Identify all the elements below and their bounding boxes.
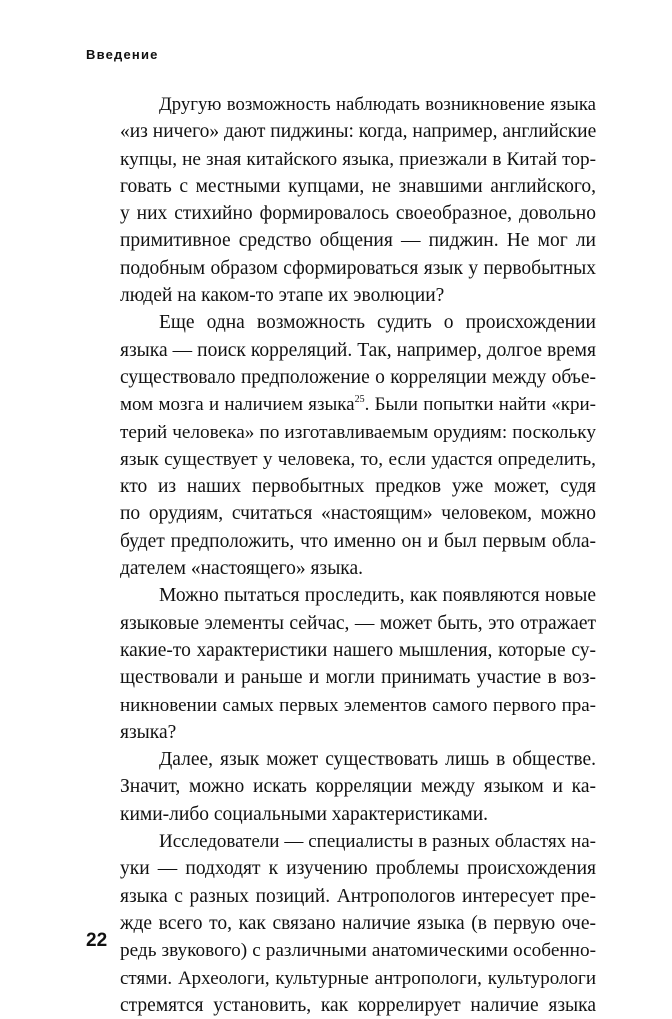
line-text: уки — подходят к изучению проблемы происхождения xyxy=(120,858,596,880)
line-text: дателем «настоящего» языка. xyxy=(120,558,363,580)
text-line xyxy=(120,719,596,746)
line-text: жде всего то, как связано наличие языка (в первую оче- xyxy=(120,912,596,934)
text-line xyxy=(120,364,596,391)
line-text: языка? xyxy=(120,721,177,743)
line-text: существовало предположение о корреляции между объе- xyxy=(120,366,596,388)
line-text: языка с разных позиций. Антропологов интересует пре- xyxy=(120,885,596,907)
text-line xyxy=(120,282,596,309)
line-text: стями. Археологи, культурные антропологи, культурологи xyxy=(120,967,596,989)
body-text xyxy=(120,91,596,1019)
line-text: говать с местными купцами, не знавшими английского, xyxy=(120,175,596,197)
text-line xyxy=(120,828,596,855)
line-text: Еще одна возможность судить о происхождении xyxy=(159,312,596,334)
text-line xyxy=(120,173,596,200)
line-text: кими-либо социальными характеристиками. xyxy=(120,803,489,825)
text-line xyxy=(120,528,596,555)
line-text: ществовали и раньше и могли принимать участие в воз- xyxy=(120,667,596,689)
text-line xyxy=(120,146,596,173)
text-line xyxy=(120,337,596,364)
text-line xyxy=(120,692,596,719)
line-text: будет предположить, что именно он и был первым обла- xyxy=(120,530,596,552)
text-line xyxy=(120,773,596,800)
line-text: «из ничего» дают пиджины: когда, например, английские xyxy=(120,121,597,143)
text-line xyxy=(120,227,596,254)
text-line xyxy=(120,937,596,964)
line-text: людей на каком-то этапе их эволюции? xyxy=(120,285,445,307)
text-line xyxy=(120,746,596,773)
running-header: Введение xyxy=(86,47,159,62)
text-line xyxy=(120,855,596,882)
text-line xyxy=(120,637,596,664)
line-text: Другую возможность наблюдать возникновение языка xyxy=(159,94,596,115)
line-text: никновении самых первых элементов самого первого пра- xyxy=(120,694,596,716)
text-line xyxy=(120,992,596,1019)
line-text: Значит, можно искать корреляции между языком и ка- xyxy=(120,776,596,798)
line-text: Можно пытаться проследить, как появляются новые xyxy=(159,585,596,607)
text-line xyxy=(120,391,596,418)
text-line xyxy=(120,309,596,336)
text-line xyxy=(120,664,596,691)
text-line xyxy=(120,118,596,145)
line-text: по орудиям, считаться «настоящим» человеком, можно xyxy=(120,503,596,525)
text-line xyxy=(120,582,596,609)
text-line xyxy=(120,965,596,992)
line-text: стремятся установить, как коррелирует наличие языка xyxy=(120,994,596,1016)
line-text-continued: . Были попытки найти «кри- xyxy=(364,394,596,416)
page-number: 22 xyxy=(86,930,108,951)
text-line xyxy=(120,610,596,637)
text-line xyxy=(120,446,596,473)
line-text: языка — поиск корреляций. Так, например, долгое время xyxy=(120,339,596,361)
line-text: мом мозга и наличием языка xyxy=(120,394,355,416)
footnote-marker: 25 xyxy=(354,394,365,406)
text-line xyxy=(120,200,596,227)
text-line xyxy=(120,555,596,582)
line-text: языковые элементы сейчас, — может быть, это отражает xyxy=(120,612,596,634)
line-text: купцы, не зная китайского языка, приезжали в Китай тор- xyxy=(120,148,596,170)
line-text: примитивное средство общения — пиджин. Не мог ли xyxy=(120,230,596,252)
text-line xyxy=(120,255,596,282)
line-text: подобным образом сформироваться язык у первобытных xyxy=(120,257,596,279)
line-text: терий человека» по изготавливаемым орудиям: поскольку xyxy=(120,421,596,443)
text-line xyxy=(120,419,596,446)
line-text: Далее, язык может существовать лишь в обществе. xyxy=(159,749,596,771)
line-text: язык существует у человека, то, если удастся определить, xyxy=(120,448,596,470)
text-line xyxy=(120,473,596,500)
line-text: какие-то характеристики нашего мышления, которые су- xyxy=(120,639,596,661)
text-line xyxy=(120,500,596,527)
line-text: Исследователи — специалисты в разных областях на- xyxy=(159,831,596,853)
text-line xyxy=(120,801,596,828)
text-line xyxy=(120,883,596,910)
text-line xyxy=(120,91,596,118)
text-line xyxy=(120,910,596,937)
line-text: у них стихийно формировалось своеобразное, довольно xyxy=(120,203,596,225)
line-text: редь звукового) с различными анатомическими особенно- xyxy=(120,940,596,962)
line-text: кто из наших первобытных предков уже может, судя xyxy=(120,476,596,498)
